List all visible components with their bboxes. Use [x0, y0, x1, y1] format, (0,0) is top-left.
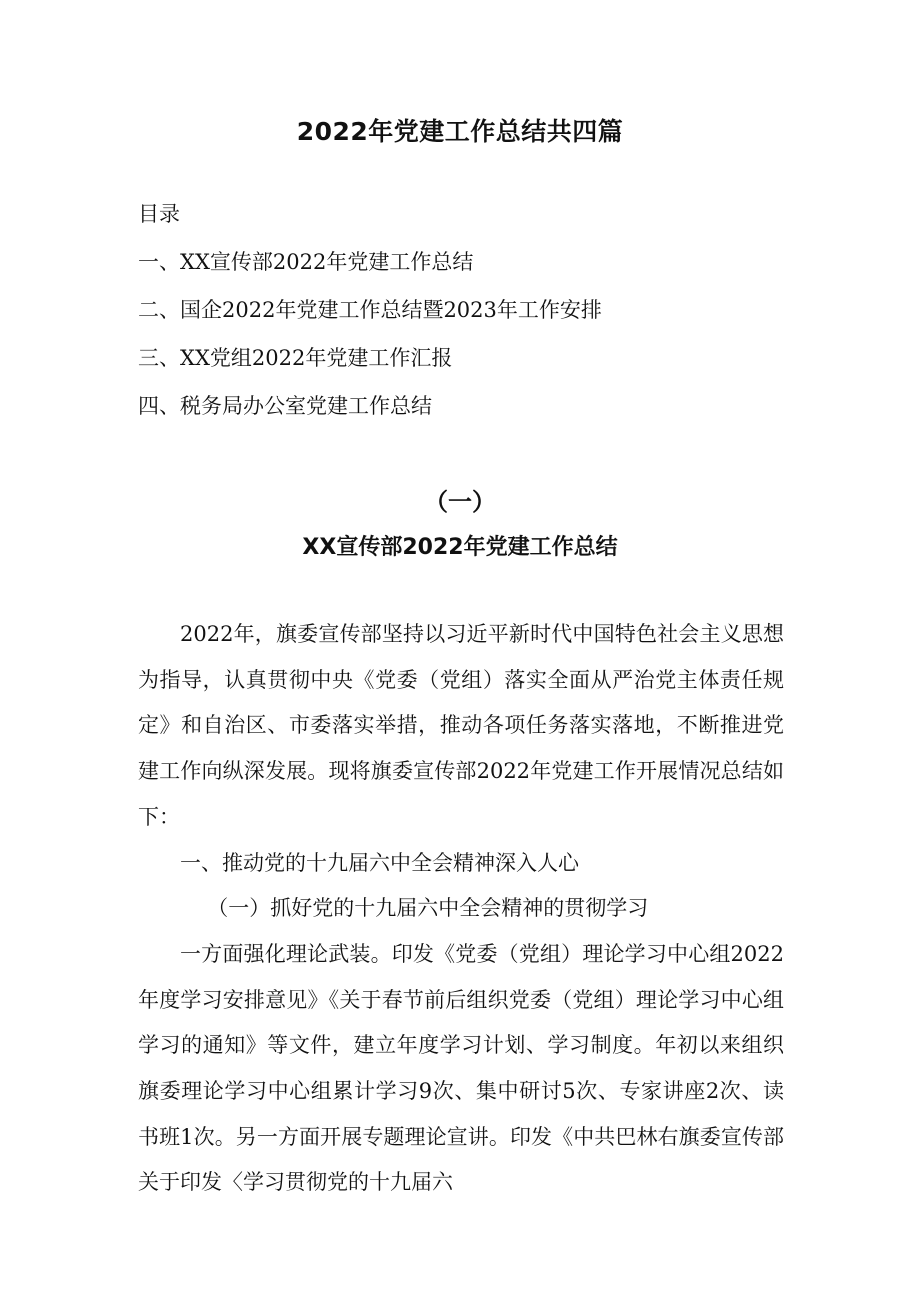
- subheading-level-2: （一）抓好党的十九届六中全会精神的贯彻学习: [207, 896, 649, 921]
- table-of-contents: [138, 196, 798, 436]
- toc-heading: 目录: [138, 202, 180, 226]
- intro-paragraph: 2022年，旗委宣传部坚持以习近平新时代中国特色社会主义思想为指导，认真贯彻中央《党委（党组）落实全面从严治党主体责任规定》和自治区、市委落实举措，推动各项任务落实落地，不断推进党建工作向纵深发展。现将旗委宣传部2022年党建工作开展情况总结如下：: [138, 622, 784, 829]
- section-body: [138, 612, 784, 1206]
- subheading-level-1: 一、推动党的十九届六中全会精神深入人心: [180, 850, 579, 875]
- toc-item: 三、XX党组2022年党建工作汇报: [138, 346, 453, 370]
- toc-item: 四、税务局办公室党建工作总结: [138, 394, 432, 418]
- toc-item: 一、XX宣传部2022年党建工作总结: [138, 250, 474, 274]
- document-title: 2022年党建工作总结共四篇: [296, 117, 624, 146]
- section-number: （一）: [424, 487, 496, 516]
- toc-item: 二、国企2022年党建工作总结暨2023年工作安排: [138, 298, 602, 322]
- body-paragraph: 一方面强化理论武装。印发《党委（党组）理论学习中心组2022年度学习安排意见》《关于春节前后组织党委（党组）理论学习中心组学习的通知》等文件，建立年度学习计划、学习制度。年初以来组织旗委理论学习中心组累计学习9次、集中研讨5次、专家讲座2次、读书班1次。另一方面开展专题理论宣讲。印发《中共巴林右旗委宣传部关于印发〈学习贯彻党的十九届六: [138, 941, 784, 1195]
- section-title: XX宣传部2022年党建工作总结: [302, 535, 618, 560]
